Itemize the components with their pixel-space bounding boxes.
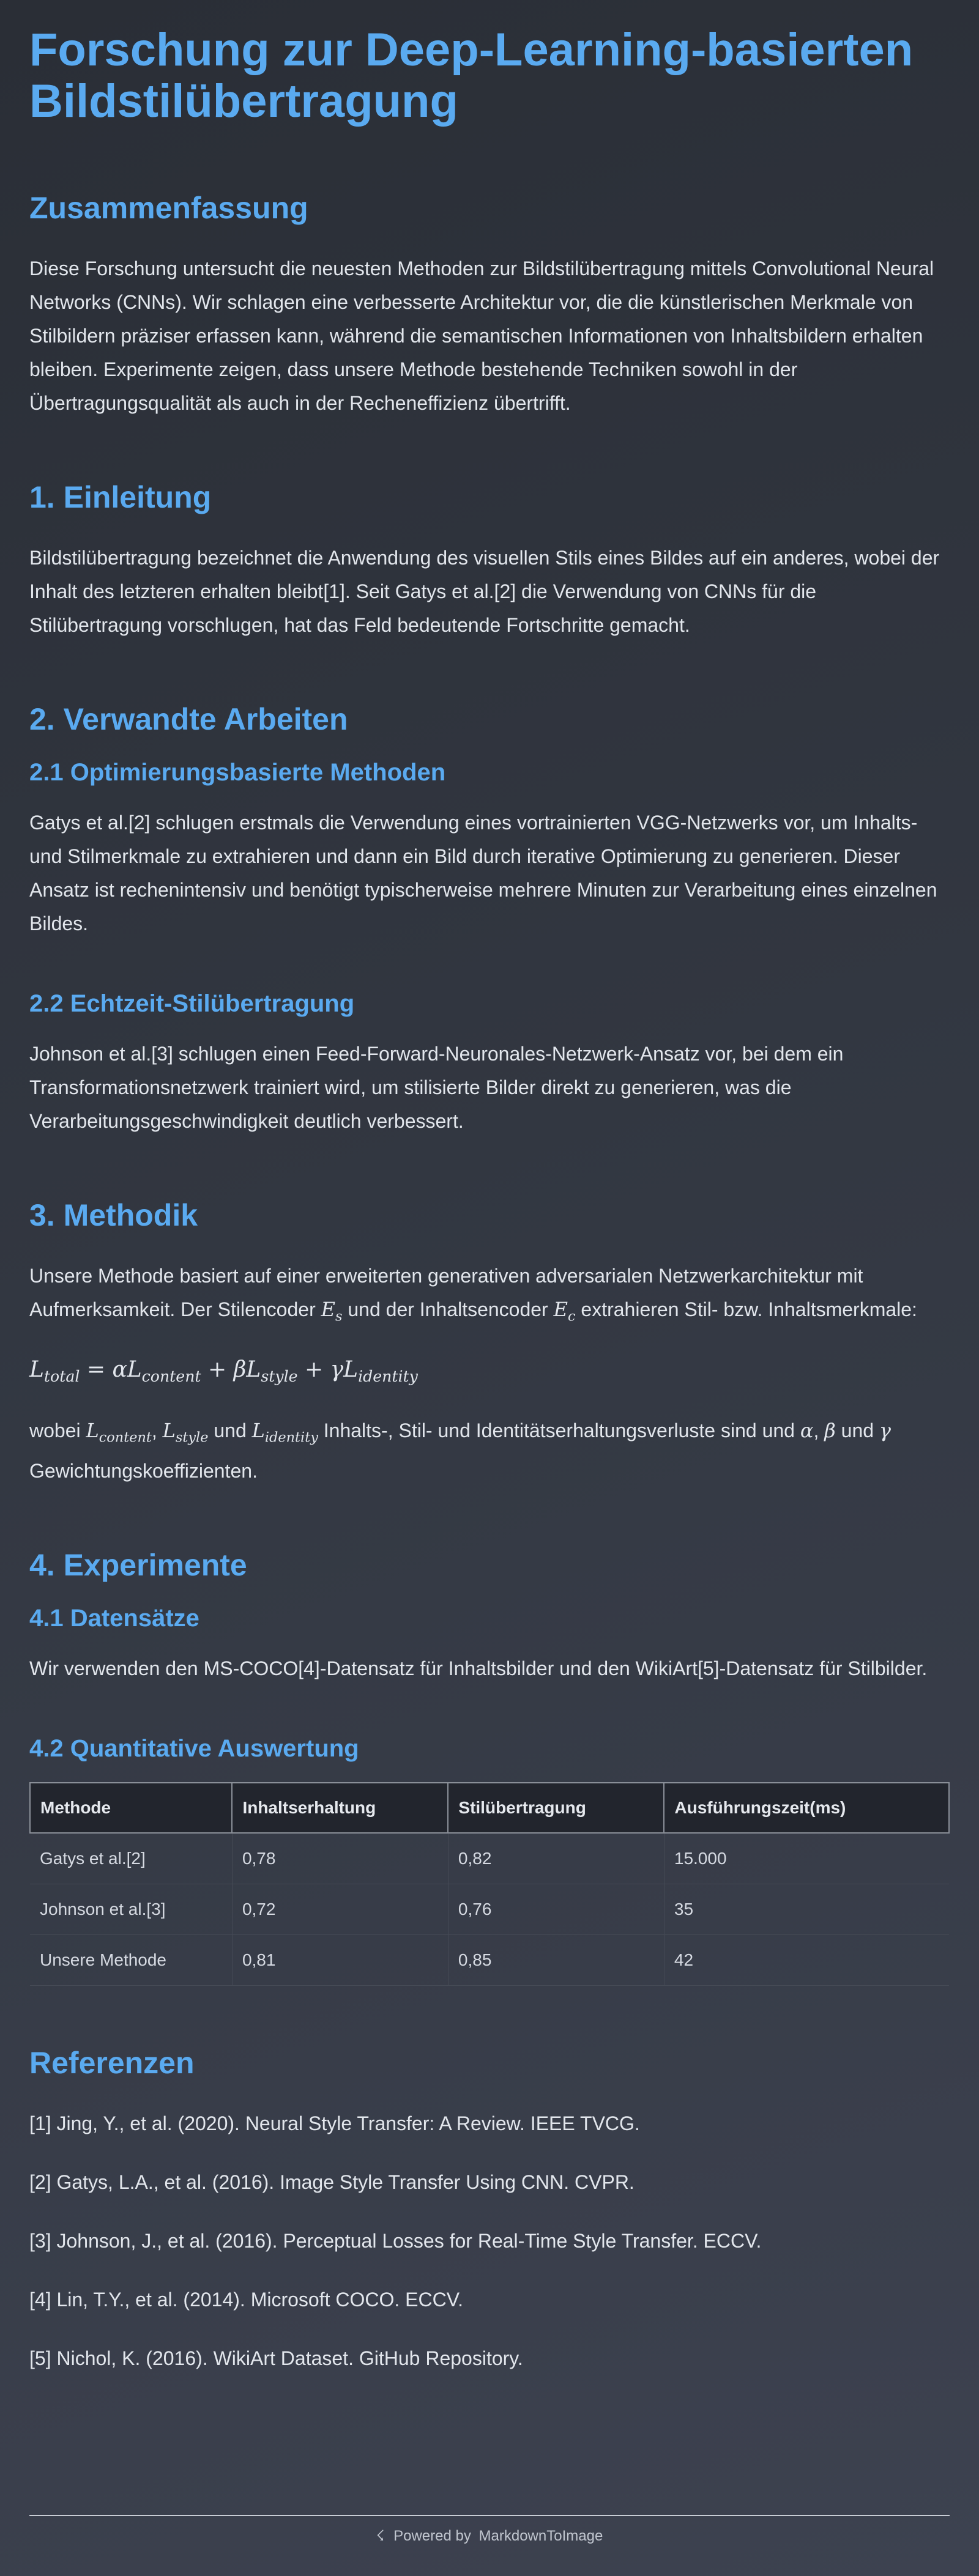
method-text-a: Unsere Methode basiert auf einer erweiterten generativen adversarialen Netzwerkarchitektur mit Aufmerksamkeit. Der Stilencoder: [29, 1265, 863, 1320]
symbol-base: E: [321, 1298, 335, 1321]
footer-prefix: Powered by: [393, 2528, 471, 2544]
text-und: und: [214, 1419, 247, 1442]
table-cell: 42: [664, 1934, 949, 1985]
eq-plus: +: [201, 1357, 234, 1383]
eq-l2: L: [246, 1357, 261, 1383]
gamma-symbol: γ: [879, 1418, 892, 1442]
table-cell: 0,81: [232, 1934, 448, 1985]
related-sub1-heading: 2.1 Optimierungsbasierte Methoden: [29, 759, 446, 786]
table-cell: 0,85: [448, 1934, 664, 1985]
eq-gamma: γ: [330, 1357, 344, 1383]
abstract-heading: Zusammenfassung: [29, 191, 308, 225]
eq-l1-sub: content: [141, 1368, 201, 1386]
table-cell: Gatys et al.[2]: [30, 1833, 232, 1884]
table-cell: Johnson et al.[3]: [30, 1884, 232, 1934]
table-header-cell: Stilübertragung: [448, 1783, 664, 1833]
reference-item: [4] Lin, T.Y., et al. (2014). Microsoft COCO. ECCV.: [29, 2288, 464, 2311]
reference-item: [1] Jing, Y., et al. (2020). Neural Style Transfer: A Review. IEEE TVCG.: [29, 2112, 640, 2134]
table-cell: 0,82: [448, 1833, 664, 1884]
related-section: [29, 701, 950, 1138]
method-text: [29, 1259, 950, 1333]
eq-lhs: L: [29, 1357, 44, 1383]
table-cell: 15.000: [664, 1833, 949, 1884]
table-row: [30, 1833, 949, 1884]
abstract-text: Diese Forschung untersucht die neuesten Methoden zur Bildstilübertragung mittels Convolutional Neural Networks (CNNs). Wir schlagen eine verbesserte Architektur vor, die die künstlerischen Merkmale von Stilbildern präziser erfassen kann, während die semantischen Informationen von Inhaltsbildern erhalten bleiben. Experimente zeigen, dass unsere Methode bestehende Techniken sowohl in der Übertragungsqualität als auch in der Recheneffizienz übertrifft.: [29, 257, 934, 414]
page-title: Forschung zur Deep-Learning-basierten Bildstilübertragung: [29, 24, 914, 127]
symbol-subscript: style: [175, 1429, 209, 1445]
symbol-base: E: [553, 1298, 568, 1321]
experiments-heading: 4. Experimente: [29, 1547, 247, 1582]
method-explanation: [29, 1414, 950, 1488]
alpha-symbol: α: [800, 1418, 814, 1442]
footer: [29, 2515, 950, 2545]
related-subsection-2: [29, 988, 950, 1138]
text-wobei: wobei: [29, 1419, 81, 1442]
reference-item: [2] Gatys, L.A., et al. (2016). Image Style Transfer Using CNN. CVPR.: [29, 2171, 635, 2193]
eq-plus: +: [297, 1357, 330, 1383]
abstract-section: [29, 190, 950, 420]
footer-brand-link[interactable]: MarkdownToImage: [478, 2528, 603, 2544]
intro-section: [29, 479, 950, 642]
table-cell: 0,78: [232, 1833, 448, 1884]
symbol-base: L: [251, 1418, 265, 1442]
table-cell: 35: [664, 1884, 949, 1934]
beta-symbol: β: [824, 1418, 836, 1442]
identity-loss-symbol: [251, 1418, 318, 1445]
references-section: [29, 2045, 950, 2375]
related-subsection-1: [29, 757, 950, 941]
eq-alpha: α: [112, 1357, 127, 1383]
evaluation-subsection: [29, 1733, 950, 1986]
eq-lhs-sub: total: [43, 1368, 80, 1386]
eq-l1: L: [127, 1357, 142, 1383]
datasets-text: Wir verwenden den MS-COCO[4]-Datensatz für Inhaltsbilder und den WikiArt[5]-Datensatz für Stilbilder.: [29, 1657, 928, 1679]
table-header-cell: Inhaltserhaltung: [232, 1783, 448, 1833]
eq-l2-sub: style: [261, 1368, 298, 1386]
evaluation-heading: 4.2 Quantitative Auswertung: [29, 1734, 359, 1762]
eq-beta: β: [233, 1357, 247, 1383]
method-heading: 3. Methodik: [29, 1198, 198, 1232]
results-table: [29, 1782, 950, 1986]
method-text-d: Inhalts-, Stil- und Identitätserhaltungsverluste sind und: [323, 1419, 795, 1442]
symbol-subscript: c: [567, 1308, 576, 1325]
table-cell: 0,76: [448, 1884, 664, 1934]
eq-l3-sub: identity: [358, 1368, 418, 1386]
table-cell: 0,72: [232, 1884, 448, 1934]
table-row: [30, 1934, 949, 1985]
loss-equation: [29, 1352, 950, 1395]
symbol-base: L: [86, 1418, 99, 1442]
reference-item: [5] Nichol, K. (2016). WikiArt Dataset. GitHub Repository.: [29, 2347, 523, 2369]
content-encoder-symbol: [553, 1298, 576, 1325]
symbol-base: L: [162, 1418, 176, 1442]
datasets-heading: 4.1 Datensätze: [29, 1604, 199, 1632]
related-sub2-heading: 2.2 Echtzeit-Stilübertragung: [29, 990, 355, 1017]
intro-text: Bildstilübertragung bezeichnet die Anwendung des visuellen Stils eines Bildes auf ein anderes, wobei der Inhalt des letzteren erhalten bleibt[1]. Seit Gatys et al.[2] die Verwendung von CNNs für die Stilübertragung vorschlugen, hat das Feld bedeutende Fortschritte gemacht.: [29, 547, 940, 636]
table-row: [30, 1884, 949, 1934]
symbol-subscript: identity: [264, 1429, 318, 1445]
text-comma: ,: [151, 1419, 157, 1442]
table-header-row: [30, 1783, 949, 1833]
reference-item: [3] Johnson, J., et al. (2016). Perceptual Losses for Real-Time Style Transfer. ECCV.: [29, 2229, 762, 2252]
method-section: [29, 1197, 950, 1488]
style-loss-symbol: [162, 1418, 209, 1445]
intro-heading: 1. Einleitung: [29, 480, 212, 514]
style-encoder-symbol: [321, 1298, 343, 1325]
eq-l3: L: [343, 1357, 359, 1383]
symbol-subscript: content: [99, 1429, 152, 1445]
related-sub2-text: Johnson et al.[3] schlugen einen Feed-Forward-Neuronales-Netzwerk-Ansatz vor, bei dem ein Transformationsnetzwerk trainiert wird, um stilisierte Bilder direkt zu generieren, was die Verarbeitungsgeschwindigkeit deutlich verbessert.: [29, 1043, 844, 1132]
text-und: und: [841, 1419, 874, 1442]
datasets-subsection: [29, 1603, 950, 1686]
eq-sign: =: [80, 1357, 113, 1383]
table-header-cell: Methode: [30, 1783, 232, 1833]
symbol-subscript: s: [335, 1308, 343, 1325]
table-cell: Unsere Methode: [30, 1934, 232, 1985]
text-comma: ,: [813, 1419, 819, 1442]
related-sub1-text: Gatys et al.[2] schlugen erstmals die Verwendung eines vortrainierten VGG-Netzwerks vor, um Inhalts- und Stilmerkmale zu extrahieren und dann ein Bild durch iterative Optimierung zu generieren. Dieser Ansatz ist rechenintensiv und benötigt typischerweise mehrere Minuten zur Verarbeitung eines einzelnen Bildes.: [29, 812, 937, 935]
references-heading: Referenzen: [29, 2045, 195, 2080]
table-header-cell: Ausführungszeit(ms): [664, 1783, 949, 1833]
lightning-bolt-icon: ☇: [376, 2528, 385, 2544]
method-text-b: und der Inhaltsencoder: [348, 1298, 548, 1320]
content-loss-symbol: [86, 1418, 152, 1445]
related-heading: 2. Verwandte Arbeiten: [29, 702, 348, 736]
experiments-section: [29, 1547, 950, 1986]
method-text-c: extrahieren Stil- bzw. Inhaltsmerkmale:: [581, 1298, 917, 1320]
method-text-e: Gewichtungskoeffizienten.: [29, 1459, 258, 1482]
